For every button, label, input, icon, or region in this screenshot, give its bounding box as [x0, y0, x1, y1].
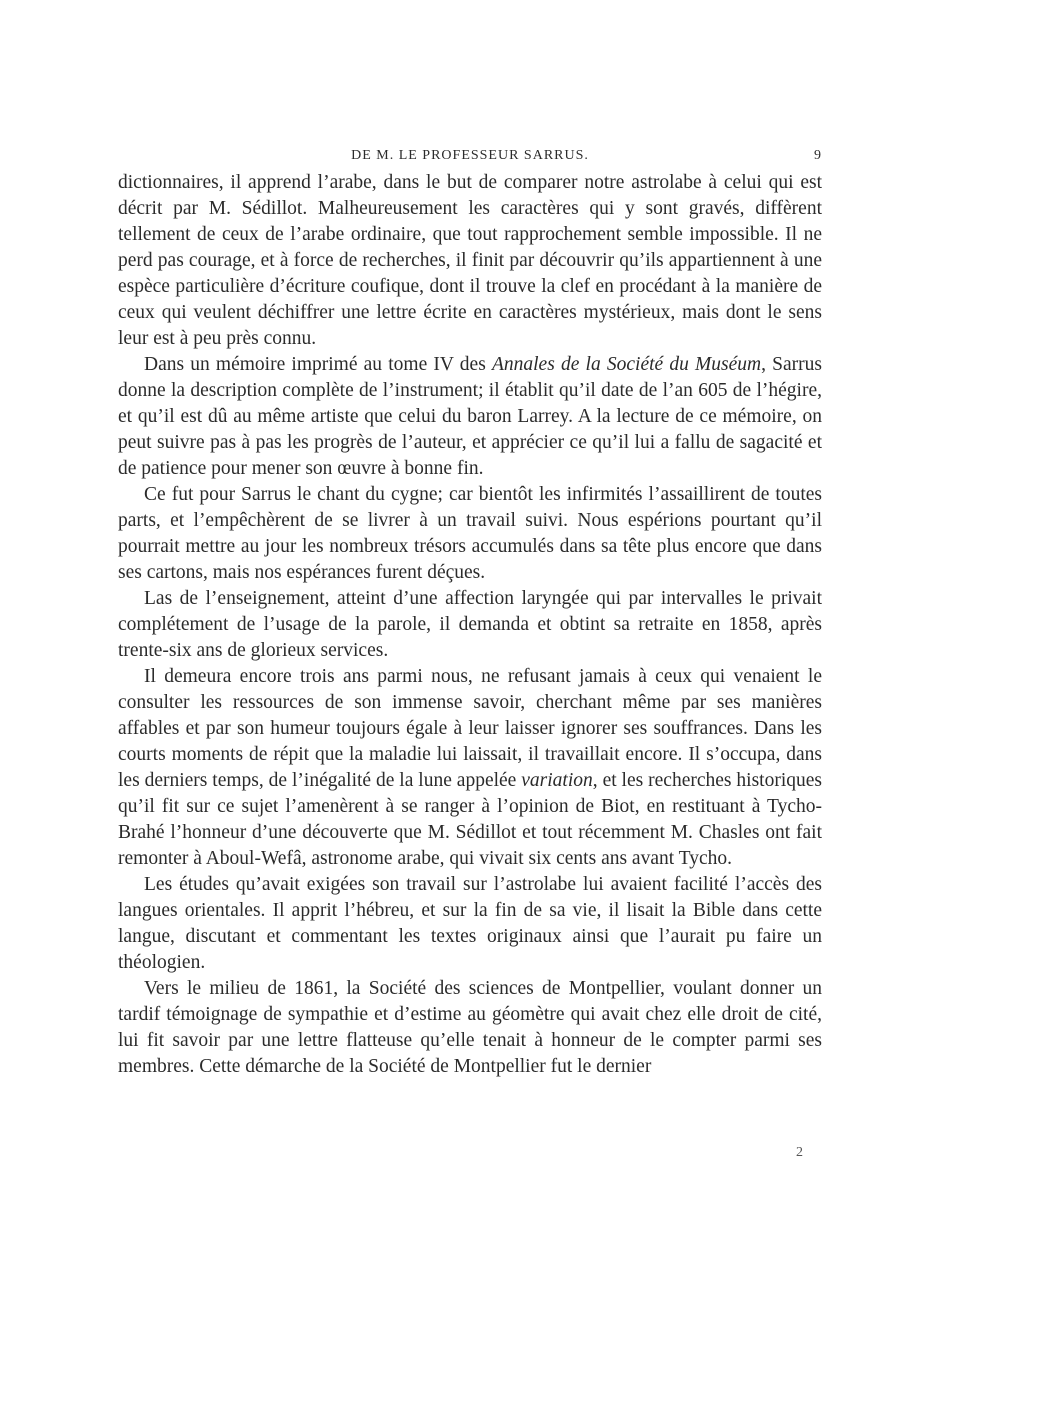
paragraph: Las de l’enseignement, atteint d’une affection laryngée qui par intervalles le privait complétement de l’usage de la parole, il demanda et obtint sa retraite en 1858, après trente-six ans de glorieux services. [118, 588, 822, 661]
paragraph: Dans un mémoire imprimé au tome IV des Annales de la Société du Muséum, Sarrus donne la description complète de l’instrument; il établit qu’il date de l’an 605 de l’hégire, et qu’il est dû au même artiste que celui du baron Larrey. A la lecture de ce mémoire, on peut suivre pas à pas les progrès de l’auteur, et apprécier ce qu’il lui a fallu de sagacité et de patience pour mener son œuvre à bonne fin. [118, 354, 823, 479]
paragraph: Ce fut pour Sarrus le chant du cygne; car bientôt les infirmités l’assaillirent de toutes parts, et l’empêchèrent de se livrer à un travail suivi. Nous espérions pourtant qu’il pourrait mettre au jour les nombreux trésors accumulés dans sa tête plus encore que dans ses cartons, mais nos espérances furent déçues. [118, 484, 822, 583]
running-title: DE M. LE PROFESSEUR SARRUS. [351, 148, 589, 163]
emphasis-term: variation [521, 770, 593, 791]
paragraph: Il demeura encore trois ans parmi nous, ne refusant jamais à ceux qui venaient le consulter les ressources de son immense savoir, cherchant même par ses manières affables et par son humeur toujours égale à leur laisser ignorer ses souffrances. Dans les courts moments de répit que la maladie lui laissait, il travaillait encore. Il s’occupa, dans les derniers temps, de l’inégalité de la lune appelée variation, et les recherches historiques qu’il fit sur ce sujet l’amenèrent à se ranger à l’opinion de Biot, en restituant à Tycho-Brahé l’honneur d’une découverte que M. Sédillot et tout récemment M. Chasles ont fait remonter à Aboul-Wefâ, astronome arabe, qui vivait six cents ans avant Tycho. [118, 666, 822, 869]
journal-title: Annales de la Société du Muséum [491, 354, 762, 375]
paragraph: Vers le milieu de 1861, la Société des sciences de Montpellier, voulant donner un tardif témoignage de sympathie et d’estime au géomètre qui avait chez elle droit de cité, lui fit savoir par une lettre flatteuse qu’elle tenait à honneur de le compter parmi ses membres. Cette démarche de la Société de Montpellier fut le dernier [118, 978, 822, 1077]
page-number: 9 [814, 148, 822, 163]
signature-mark: 2 [796, 1145, 803, 1160]
body-text [118, 170, 822, 1080]
running-head [118, 145, 822, 169]
paragraph: Les études qu’avait exigées son travail sur l’astrolabe lui avaient facilité l’accès des langues orientales. Il apprit l’hébreu, et sur la fin de sa vie, il lisait la Bible dans cette langue, discutant et commentant les textes originaux ainsi que l’aurait pu faire un théologien. [118, 874, 822, 973]
paragraph: dictionnaires, il apprend l’arabe, dans le but de comparer notre astrolabe à celui qui est décrit par M. Sédillot. Malheureusement les caractères qui y sont gravés, diffèrent tellement de ceux de l’arabe ordinaire, que tout rapprochement semble impossible. Il ne perd pas courage, et à force de recherches, il finit par découvrir qu’ils appartiennent à une espèce particulière d’écriture coufique, dont il trouve la clef en procédant à la manière de ceux qui veulent déchiffrer une lettre écrite en caractères mystérieux, mais dont le sens leur est à peu près connu. [118, 172, 822, 349]
